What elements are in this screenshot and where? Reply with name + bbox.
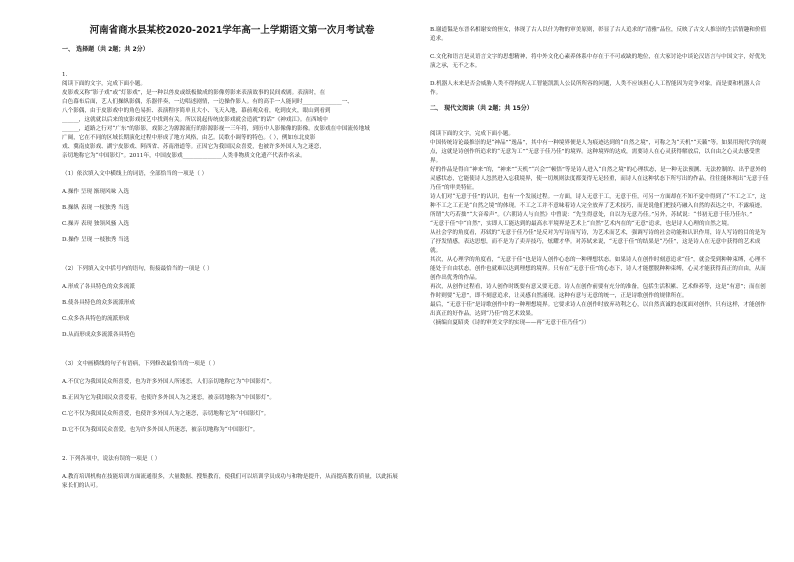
option-2b: B.谢道韫是东晋名相谢安的侄女，体现了古人以什为物的审美原则，彰显了古人追求的“清雅”品位，反映了古文人推崇的生活情趣和价值追求。 (430, 27, 767, 42)
sub-question-3: （3）文中画横线的句子有语病，下列修改最恰当的一项是（ ） (62, 361, 219, 367)
passage-line: 皮影戏又称“影子戏”或“灯影戏”，是一种以兽皮或纸板做成的影像剪影来表演故事的民间戏剧。表演时，在 (62, 90, 326, 96)
option-2d: D.机器人未来是否会威胁人类不得拘泥人工智能凯凯人公民所所容的问题，人类不应该担心人工智能因为竞争对象，而是要和机器人合作。 (430, 81, 761, 96)
option-2a: A.教育培训机构在技能培训方面流通很多，大量数据、搜集教育，使我们可以培训学员成功与和物是提升，从而提高教育质量，以此拓展家长们的认可。 (62, 474, 398, 489)
passage-paragraph: 从社会学的角度看，苏轼的“无意于佳乃佳”是反对为写诗而写诗，为艺术而艺术，强调写诗的社会功能和认识作用，诗人写诗的目的是为了抒发情感，表达思想，而不是为了卖弄技巧，炫耀才华。对苏轼来说，“无意于佳”的结果是“乃佳”，这是诗人在无意中获得的艺术成就。 (430, 230, 766, 254)
sub-question-1: （1）依次填入文中横线上的词语，全部恰当的一项是（ ） (62, 171, 208, 177)
passage-line: 戏、冀南皮影戏、湖宁皮影戏、阿西省、苏南滑道等。正因它为我国民众喜爱，也被许多外国人为之迷恋， (62, 144, 325, 150)
answer-option: B.使各具特色的众多流派形成 (62, 300, 136, 306)
answer-option: D.操作 呈现 一枝独秀 当选 (62, 237, 130, 243)
answer-option: A.形成了各具特色的众多流派 (62, 284, 135, 290)
passage-paragraph: 好的作品是得自“神来”的，“神来”“天机”“兴会”“顿悟”等是诗人进入“自然之境”的心理状态，是一种无法预测、无法控制的、出乎意外的灵感状态，它能使诗人忽然进入忘我境界，使一切规则法度都变得无足轻重，而诗人在这种状态下所写出的作品，往往能体现出“无意于佳乃佳”的审美特征。 (430, 167, 769, 191)
option-2c: C.文化和语言是灵语言文字的思想精神，将中外文化心素养体系中存在于不可或缺的地位，在大家讨论中谈论汉语言与中国文字，好优先演之承，无不之本。 (430, 54, 766, 69)
answer-option: C.操弄 表现 独领风骚 入选 (62, 221, 130, 227)
answer-option: B.操纵 表现 一枝独秀 当选 (62, 205, 130, 211)
passage-paragraph: 其次，从心理学的角度看，“无意于佳”也是诗人创作心态的一种理想状态。如果诗人在创作时刻意追求“佳”，就会受到种种束缚，心理不能处于自由状态，创作也就难以达到理想的境界。只有在“无意于佳”的心态下，诗人才能摆脱种种束缚，心灵才能获得真正的自由，从而创作出优秀的作品。 (430, 257, 766, 281)
question-intro: 阅读下面的文字，完成下面小题。 (62, 81, 146, 87)
reading-passage-2 (430, 139, 770, 328)
page-title: 河南省商水县某校2020-2021学年高一上学期语文第一次月考试卷 (89, 25, 375, 36)
reading-passage-1 (62, 89, 402, 161)
answer-option: C.众多各具特色的流派形成 (62, 316, 130, 322)
section-heading-1: 一、 选择题（共 2题；共 2分） (62, 46, 149, 53)
passage-line: ______，这就就以后来的皮影戏技艺中找到有关。所以说起传统皮影戏就会造就“的话”《神戏江》。在西域中 (62, 117, 328, 123)
question-2: 2. 下列各项中，说法有误的一项是（ ） (62, 456, 161, 462)
passage-paragraph: 诗人们对“无意于佳”的认识，也有一个发展过程。一方面，诗人无意于工，无意于佳，可另一方面却在不知不觉中得到了“不工之工”，这种不工之工正是“自然之境”的体现。不工之工并不意味着诗人完全放弃了艺术技巧，而是说他们把技巧融入自然的表达之中，不露痕迹，所谓“大巧若拙”“大音希声”。《六朝诗人与自然》中曾说：“先生得意处，自以为无意乃佳。”另外，苏轼说：“书初无意于佳乃佳尔。” (430, 194, 766, 218)
right-column (430, 26, 770, 328)
passage-line: 亲切地称它为“中国影灯”。2011年，中国皮影戏______________人类非物质文化遗产代表作名录。 (62, 153, 306, 159)
question-number: 1. (62, 72, 68, 78)
options-1 (62, 188, 402, 245)
question-intro-2: 阅读下面的文字，完成下面小题。 (430, 131, 514, 137)
passage-line: 八个影偶，由于皮影戏中的角色易折、表演程序简单且大小、飞天入地，幕前观众看，吃到皮火，眼山到看到 (62, 108, 331, 114)
passage-paragraph: 再次，从创作过程看，诗人创作时既要有意又要无意。诗人在创作前要有充分的准备，包括生活积累、艺术修养等，这是“有意”；而在创作时则要“无意”，即不刻意追求，让灵感自然涌现。这种有意与无意的统一，正是诗歌创作的规律所在。 (430, 284, 766, 299)
answer-option: D.从而形成众多流派各具特色 (62, 332, 136, 338)
answer-option: B.正因为它为我国民众喜爱着，也使许多外国人为之迷恋，被亲切地称为“中国影灯”。 (62, 395, 275, 401)
answer-option: A.不仅它为我国民众所喜爱，也为许多外国人所迷恋，人们亲切地称它为“中国影灯”。 (62, 379, 275, 385)
passage-paragraph: 中国传统诗论最推崇的是“神品”“逸品”，其中有一种境界便是人为痕迹达到的“自然之境”，可称之为“天机”“天籁”等。如果用现代学的观点，这就是诗创作所追求的“无意为工”“无意于佳乃佳”的境界。这种境界的达成，需要诗人在心灵获得解放后，以自由之心灵去感受世界。 (430, 140, 767, 164)
answer-option: A.操作 呈现 渐现风味 入选 (62, 189, 130, 195)
passage-line: ______，道路之行对“广东”的影影，戏影之为源源流行的影源影视一三年将，到历中人影像像的影像。皮影戏在中国流传地域 (62, 126, 370, 132)
section-heading-2: 二、 现代文阅读（共 2题；共 15分） (430, 105, 533, 112)
answer-option: C.它不仅为我国民众所喜爱，也使许多外国人为之迷恋，亲切地称它为“中国影灯”。 (62, 411, 270, 417)
passage-paragraph: 最后，“无意于佳”是诗歌创作中的一种理想境界。它要求诗人在创作时放弃功利之心，以自然真诚的态度面对创作，只有这样，才能创作出真正的好作品，达到“乃佳”的艺术效果。 (430, 302, 766, 317)
passage-line: 白色幕布后面，艺人们操纵影偶，乐器伴奏，一边唱述剧情，一边操作影人。有的高手一人能同时______________一、 (62, 99, 353, 105)
options-2 (62, 283, 402, 340)
answer-option: D.它不仅为我国民众喜爱，也为许多外国人所迷恋，被亲切地称为“中国影灯”。 (62, 427, 259, 433)
left-column (62, 26, 402, 491)
sub-question-2: （2）下列填入文中括号内的语句，衔接最恰当的一项是（ ） (62, 266, 213, 272)
passage-paragraph: “无意于佳”中“自然”，实即人工能达到的最高水平境界是艺术上“自然”艺术内在的“无意”追求，也是诗人心理的自然之境。 (430, 221, 733, 227)
options-3 (62, 378, 402, 435)
passage-line: 广阔，它在不同的区域长期演化过程中形成了地方风格，由艺。民歌小调等的特色。（ ），例如东北皮影 (62, 135, 316, 141)
passage-paragraph: （摘编自夏昭炎《诗的审美文学的实现——再“无意于佳乃佳”》） (430, 320, 590, 326)
